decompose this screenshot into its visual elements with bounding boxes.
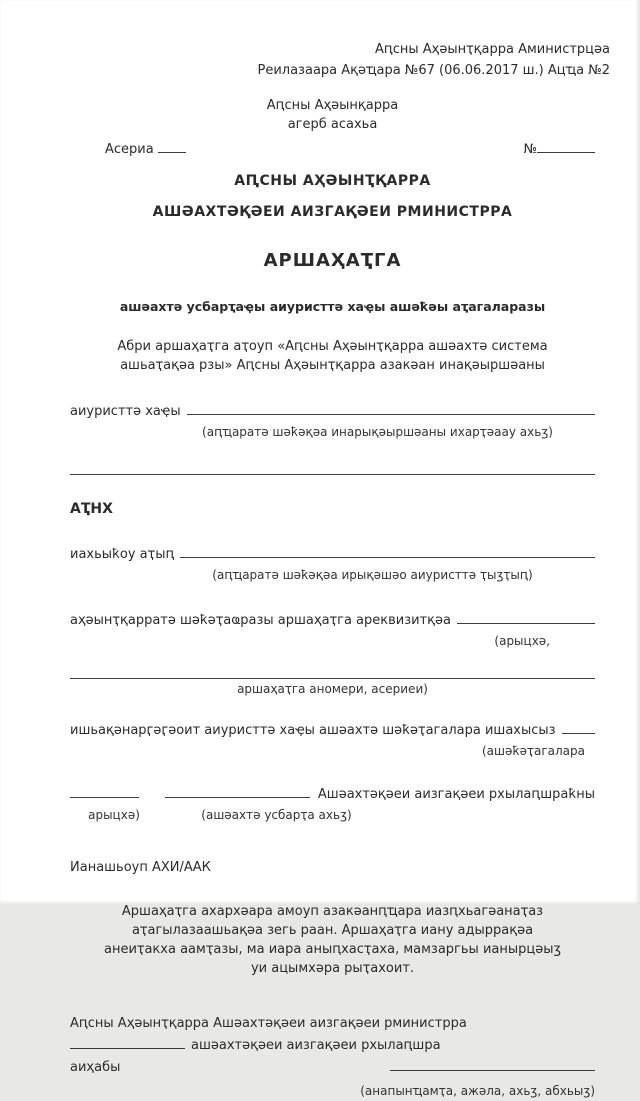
chief-label: аиҳабы	[70, 1059, 121, 1075]
signature-line2-text: ашәахтәқәеи аизгақәеи рхылаԥшра	[191, 1037, 441, 1053]
office-caption: (ашәахтә усбарҭа ахьӡ)	[201, 808, 352, 823]
series-number-row	[70, 139, 595, 160]
number-sign: №	[523, 141, 537, 157]
confirmation-field	[70, 719, 595, 741]
emblem-line1: Аԥсны Аҳәынқарра	[266, 97, 399, 113]
ministry-heading-line2: АШӘАХТӘҚӘЕИ АИЗГАҚӘЕИ РМИНИСТРРА	[152, 203, 513, 220]
legal-entity-blank-line2	[70, 459, 595, 474]
number-label-group	[523, 139, 595, 160]
location-caption: (аԥҵаратә шәҟәқәа ирықәшәо аиуристтә ҭыӡҭыԥ)	[212, 568, 533, 583]
assigned-label: Ианашьоуп АХИ/ААК	[70, 859, 211, 875]
signature-line1: Аԥсны Аҳәынҭқарра Ашәахтәқәеи аизгақәеи рминистрра	[70, 1015, 467, 1031]
date-office-captions	[70, 805, 595, 824]
confirmation-blank	[562, 719, 595, 734]
date-office-row	[70, 784, 595, 805]
validity-paragraph: Аршаҳаҭга ахархәара амоуп азакәанԥҵара иазԥхьагәанаҭаз аҭагылазаашьақәа зегь раан. Аршаҳаҭга иану адыррақәа анеиҭакха аамҭазы, ма иара аныԥхасҭаха, мамзаргьы ианырцәыӡ уи ацымхәра рыҭахоит.	[103, 904, 561, 976]
legal-entity-label: аиуристтә хаҿы	[70, 404, 181, 420]
registration-blank	[457, 609, 595, 624]
series-label-group	[105, 139, 186, 160]
registration-caption-number: аршаҳаҭга аномери, асериеи)	[237, 682, 428, 697]
document-title: АРШАҲАҬГА	[263, 250, 402, 272]
series-label: Асериа	[105, 141, 154, 157]
date-blank	[70, 784, 139, 798]
document-subtitle: ашәахтә усбарҭаҿы аиуристтә хаҿы ашәҟәы аҭагаларазы	[119, 299, 546, 315]
number-blank	[537, 139, 595, 153]
location-blank	[180, 543, 595, 558]
decree-reference-line1: Аԥсны Аҳәынҭқарра Аминистрцәа	[374, 42, 610, 57]
registration-field	[70, 609, 595, 631]
signature-blank	[390, 1057, 595, 1071]
decree-reference-line2: Реилазаара Ақәҵара №67 (06.06.2017 ш.) Ацҵа №2	[257, 62, 610, 78]
date-caption: арыцхә)	[88, 808, 140, 823]
signature-line2	[70, 1035, 595, 1057]
emblem-line2: агерб асахьа	[287, 117, 378, 133]
intro-paragraph: Абри аршаҳаҭга аҭоуп «Аԥсны Аҳәынҭқарра ашәахтә система ашьаҭақәа рзы» Аԥсны Аҳәынҭқарра азакәан инақәыршәаны	[117, 339, 548, 374]
supervision-text: Ашәахтәқәеи аизгақәеи рхылаԥшраҟны	[317, 787, 595, 803]
legal-entity-caption: (аԥҵаратә шәҟәқәа инарықәыршәаны ихарҭәаау ахьӡ)	[202, 425, 553, 440]
legal-entity-blank	[187, 400, 595, 415]
location-field	[70, 543, 595, 565]
atnh-label: АҬНХ	[70, 500, 113, 517]
confirmation-caption: (ашәҟәҭагалара	[481, 743, 585, 758]
location-label: иахьыҟоу аҭыԥ	[70, 547, 175, 563]
series-blank	[158, 139, 186, 153]
signature-block	[70, 1013, 595, 1101]
confirmation-label: ишьақәнарӷәӷәоит аиуристтә хаҿы ашәахтә шәҟәҭагалара ишахысыз	[70, 723, 556, 739]
ministry-heading-line1: АԤСНЫ АҲӘЫНҬҚАРРА	[234, 173, 431, 190]
emblem-placeholder	[70, 96, 595, 135]
signature-line3-row	[70, 1057, 595, 1079]
legal-entity-field	[70, 400, 595, 422]
office-blank	[165, 784, 310, 798]
registration-caption-date: (арыцхә,	[494, 633, 550, 648]
signature-caption: (анапынҵамҭа, ажәла, ахьӡ, абхьыӡ)	[360, 1084, 595, 1099]
registration-blank-line2	[70, 664, 595, 679]
registration-label: аҳәынҭқарратә шәҟәҭаҩразы аршаҳаҭга ареквизитқәа	[70, 612, 451, 628]
signature-inspection-blank	[70, 1035, 185, 1049]
decree-reference	[70, 40, 610, 82]
